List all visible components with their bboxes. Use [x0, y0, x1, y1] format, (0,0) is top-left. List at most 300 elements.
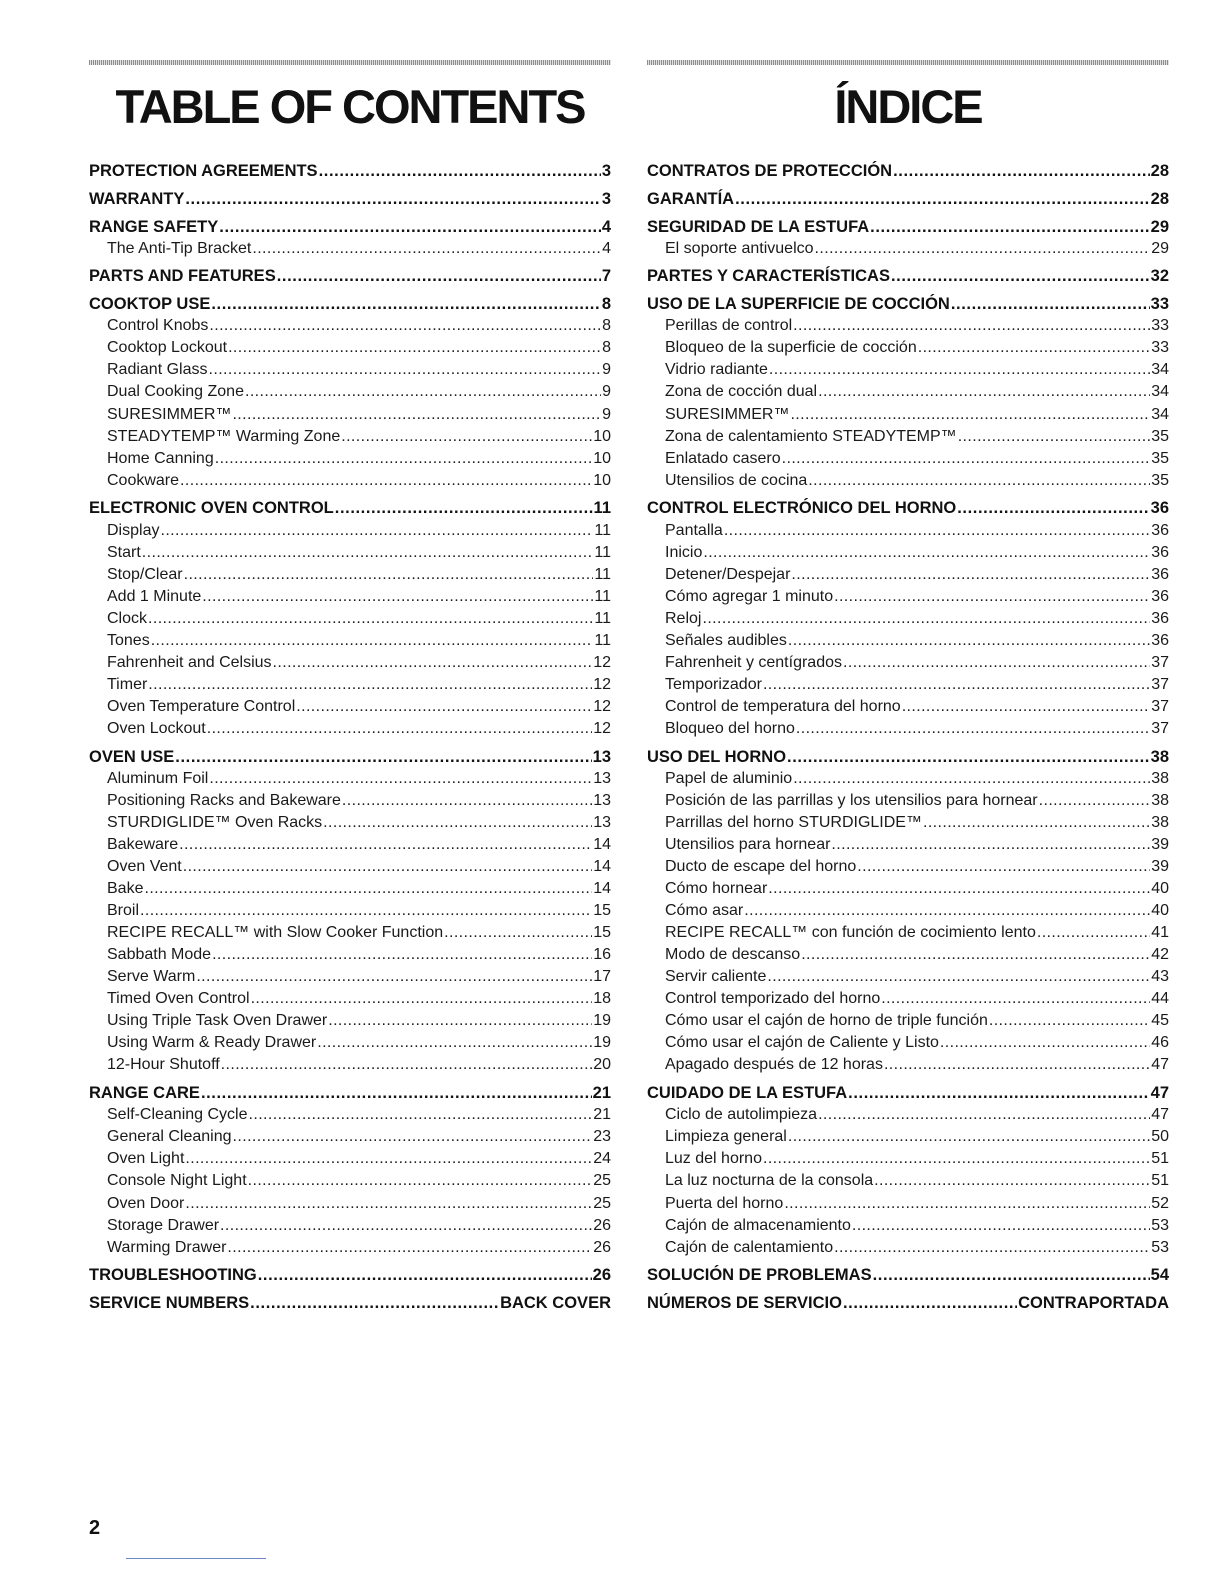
toc-subentry	[89, 790, 611, 812]
dot-leader	[857, 856, 1150, 878]
entry-page-number: 40	[1151, 902, 1169, 920]
entry-page-number: 9	[602, 383, 611, 401]
entry-label: Warming Drawer	[107, 1238, 227, 1256]
dot-leader	[444, 922, 592, 944]
entry-page-number: 21	[593, 1106, 611, 1124]
entry-page-number: 10	[593, 449, 611, 467]
entry-page-number: 13	[593, 813, 611, 831]
toc-section-entry	[647, 1082, 1169, 1104]
entry-label: SEGURIDAD DE LA ESTUFA	[647, 217, 870, 236]
entry-label: Modo de descanso	[665, 946, 801, 964]
dot-leader	[769, 359, 1150, 381]
entry-page-number: 41	[1151, 924, 1169, 942]
toc-subentry	[647, 1237, 1169, 1259]
entry-label: Cómo usar el cajón de Caliente y Listo	[665, 1034, 939, 1052]
toc-subentry	[89, 238, 611, 260]
entry-label: Timed Oven Control	[107, 990, 250, 1008]
entry-label: Posición de las parrillas y los utensilios para hornear	[665, 791, 1038, 809]
entry-page-number: 10	[593, 427, 611, 445]
entry-label: USO DEL HORNO	[647, 747, 787, 766]
entry-page-number: 53	[1151, 1238, 1169, 1256]
entry-page-number: 36	[1151, 587, 1169, 605]
entry-label: Sabbath Mode	[107, 946, 212, 964]
dot-leader	[808, 470, 1150, 492]
toc-subentry	[89, 696, 611, 718]
entry-label: Cooktop Lockout	[107, 339, 228, 357]
dot-leader	[160, 520, 593, 542]
dot-leader	[788, 630, 1150, 652]
entry-label: RECIPE RECALL™ con función de cocimiento lento	[665, 924, 1036, 942]
entry-label: TROUBLESHOOTING	[89, 1266, 257, 1285]
dot-leader	[142, 542, 594, 564]
toc-subentry	[647, 426, 1169, 448]
toc-subentry	[89, 922, 611, 944]
toc-subentry	[647, 586, 1169, 608]
toc-section-entry	[647, 293, 1169, 315]
entry-page-number: 37	[1151, 697, 1169, 715]
dot-leader	[768, 878, 1150, 900]
dot-leader	[209, 768, 592, 790]
entry-page-number: 14	[593, 880, 611, 898]
dot-leader	[763, 674, 1150, 696]
entry-page-number: 20	[593, 1056, 611, 1074]
entry-page-number: 39	[1151, 835, 1169, 853]
dot-leader	[227, 1237, 592, 1259]
toc-subentry	[89, 542, 611, 564]
dot-leader	[207, 718, 592, 740]
entry-page-number: 42	[1151, 946, 1169, 964]
toc-section-entry	[89, 746, 611, 768]
entry-page-number: 35	[1151, 427, 1169, 445]
dot-leader	[228, 337, 601, 359]
toc-section-entry	[89, 1264, 611, 1286]
entry-label: Cómo asar	[665, 902, 744, 920]
entry-page-number: BACK COVER	[500, 1294, 611, 1313]
dot-leader	[873, 1264, 1150, 1286]
entry-label: Self-Cleaning Cycle	[107, 1106, 248, 1124]
toc-subentry	[647, 1170, 1169, 1192]
dot-leader	[296, 696, 592, 718]
entry-label: Puerta del horno	[665, 1194, 784, 1212]
toc-subentry	[89, 359, 611, 381]
dot-leader	[793, 315, 1150, 337]
entry-page-number: 21	[592, 1084, 611, 1103]
toc-section-entry	[647, 1292, 1169, 1314]
dot-leader	[185, 1193, 592, 1215]
toc-subentry	[647, 834, 1169, 856]
dot-leader	[233, 1126, 593, 1148]
toc-subentry	[89, 404, 611, 426]
entry-page-number: 11	[594, 565, 611, 583]
entry-label: Señales audibles	[665, 631, 787, 649]
toc-subentry	[647, 1054, 1169, 1076]
toc-subentry	[89, 1148, 611, 1170]
dot-leader	[184, 564, 594, 586]
toc-subentry	[89, 470, 611, 492]
entry-label: OVEN USE	[89, 747, 175, 766]
entry-label: SURESIMMER™	[107, 405, 232, 423]
entry-page-number: 28	[1150, 162, 1169, 180]
entry-label: Zona de calentamiento STEADYTEMP™	[665, 427, 957, 445]
toc-subentry	[89, 337, 611, 359]
dot-leader	[893, 160, 1150, 182]
entry-label: Zona de cocción dual	[665, 383, 818, 401]
toc-subentry	[647, 812, 1169, 834]
entry-page-number: 11	[594, 609, 611, 627]
dot-leader	[923, 812, 1150, 834]
entry-page-number: 16	[593, 946, 611, 964]
entry-page-number: 8	[601, 295, 611, 314]
entry-page-number: 25	[593, 1172, 611, 1190]
entry-page-number: 37	[1151, 719, 1169, 737]
dot-leader	[870, 216, 1149, 238]
entry-label: Control temporizado del horno	[665, 990, 881, 1008]
toc-column-english	[89, 60, 611, 1313]
toc-subentry	[647, 542, 1169, 564]
entry-page-number: 12	[593, 653, 611, 671]
dot-leader	[140, 900, 592, 922]
dot-leader	[335, 497, 593, 519]
entry-label: Oven Temperature Control	[107, 697, 296, 715]
dot-leader	[782, 448, 1151, 470]
entry-page-number: 39	[1151, 858, 1169, 875]
entry-page-number: 11	[594, 521, 611, 539]
entry-page-number: 26	[593, 1216, 611, 1234]
entry-label: Papel de aluminio	[665, 769, 793, 787]
entry-page-number: 33	[1150, 295, 1169, 314]
entry-label: SURESIMMER™	[665, 405, 790, 423]
entry-page-number: 33	[1151, 339, 1169, 357]
entry-page-number: 11	[594, 631, 611, 649]
entry-page-number: 15	[593, 924, 611, 942]
toc-subentry	[89, 448, 611, 470]
entry-label: Temporizador	[665, 675, 762, 693]
entry-label: Bloqueo de la superficie de cocción	[665, 339, 917, 357]
entry-label: Home Canning	[107, 449, 214, 467]
entry-page-number: 24	[593, 1150, 611, 1168]
entry-page-number: 25	[593, 1194, 611, 1212]
entry-label: Display	[107, 521, 160, 539]
dot-leader	[874, 1170, 1150, 1192]
toc-section-entry	[89, 216, 611, 238]
entry-page-number: 38	[1151, 813, 1169, 831]
entry-page-number: 4	[602, 239, 611, 257]
toc-subentry	[647, 1215, 1169, 1237]
entry-page-number: 46	[1151, 1034, 1169, 1052]
indice-title: ÍNDICE	[834, 80, 982, 133]
dot-leader	[148, 608, 593, 630]
entry-label: Using Triple Task Oven Drawer	[107, 1012, 328, 1030]
dot-leader	[179, 834, 592, 856]
entry-page-number: 50	[1151, 1128, 1169, 1146]
toc-section-entry	[89, 188, 611, 210]
dot-leader	[232, 404, 601, 426]
toc-subentry	[89, 900, 611, 922]
entry-page-number: 40	[1151, 880, 1169, 898]
toc-subentry	[647, 564, 1169, 586]
toc-subentry	[89, 768, 611, 790]
top-rule	[647, 60, 1169, 65]
entry-label: Fahrenheit y centígrados	[665, 653, 842, 671]
entry-label: Dual Cooking Zone	[107, 383, 244, 401]
entry-label: NÚMEROS DE SERVICIO	[647, 1294, 842, 1313]
dot-leader	[319, 160, 601, 182]
entry-label: Radiant Glass	[107, 361, 208, 379]
dot-leader	[219, 216, 601, 238]
dot-leader	[958, 426, 1151, 448]
toc-subentry	[89, 564, 611, 586]
dot-leader	[902, 696, 1151, 718]
entry-label: Stop/Clear	[107, 565, 183, 583]
toc-subentry	[647, 696, 1169, 718]
entry-label: Positioning Racks and Bakeware	[107, 791, 341, 809]
entry-page-number: 53	[1151, 1216, 1169, 1234]
entry-label: USO DE LA SUPERFICIE DE COCCIÓN	[647, 295, 950, 314]
toc-subentry	[89, 1170, 611, 1192]
toc-subentry	[89, 652, 611, 674]
entry-page-number: 33	[1151, 317, 1169, 335]
entry-label: Perillas de control	[665, 317, 793, 335]
dot-leader	[843, 652, 1150, 674]
dot-leader	[787, 746, 1150, 768]
dot-leader	[818, 381, 1150, 403]
entry-label: Cookware	[107, 471, 180, 489]
dot-leader	[790, 404, 1150, 426]
toc-subentry	[647, 1193, 1169, 1215]
dot-leader	[843, 1292, 1017, 1314]
dot-leader	[891, 265, 1150, 287]
toc-subentry	[647, 359, 1169, 381]
dot-leader	[818, 1104, 1150, 1126]
toc-subentry	[647, 878, 1169, 900]
entry-label: Inicio	[665, 543, 703, 561]
toc-subentry	[89, 520, 611, 542]
entry-label: Utensilios para hornear	[665, 835, 831, 853]
entry-label: Oven Light	[107, 1150, 185, 1168]
toc-section-entry	[647, 1264, 1169, 1286]
dot-leader	[342, 790, 592, 812]
dot-leader	[277, 265, 601, 287]
entry-label: Parrillas del horno STURDIGLIDE™	[665, 813, 922, 831]
dot-leader	[144, 878, 592, 900]
dot-leader	[724, 520, 1150, 542]
entry-page-number: 11	[594, 587, 611, 605]
entry-label: Oven Lockout	[107, 719, 206, 737]
toc-subentry	[647, 790, 1169, 812]
toc-subentry	[89, 1010, 611, 1032]
toc-subentry	[647, 630, 1169, 652]
entry-label: El soporte antivuelco	[665, 239, 814, 257]
toc-subentry	[89, 1104, 611, 1126]
toc-subentry	[647, 988, 1169, 1010]
entry-label: CUIDADO DE LA ESTUFA	[647, 1084, 848, 1103]
entry-label: Cajón de calentamiento	[665, 1238, 834, 1256]
toc-section-entry	[647, 497, 1169, 519]
toc-subentry	[647, 608, 1169, 630]
dot-leader	[196, 966, 592, 988]
entry-page-number: 29	[1151, 239, 1169, 257]
toc-subentry	[89, 718, 611, 740]
dot-leader	[1039, 790, 1151, 812]
dot-leader	[209, 359, 602, 381]
entry-label: Clock	[107, 609, 148, 627]
toc-subentry	[89, 674, 611, 696]
entry-label: Using Warm & Ready Drawer	[107, 1034, 317, 1052]
toc-section-entry	[647, 216, 1169, 238]
entry-page-number: 14	[593, 835, 611, 853]
dot-leader	[175, 746, 591, 768]
entry-page-number: 36	[1151, 609, 1169, 627]
entry-label: GARANTÍA	[647, 189, 735, 208]
entry-page-number: 7	[601, 267, 611, 286]
dot-leader	[848, 1082, 1149, 1104]
dot-leader	[801, 944, 1150, 966]
dot-leader	[323, 812, 592, 834]
dot-leader	[918, 337, 1150, 359]
toc-section-entry	[647, 160, 1169, 182]
entry-label: Console Night Light	[107, 1172, 247, 1190]
entry-label: Cómo agregar 1 minuto	[665, 587, 834, 605]
dot-leader	[201, 1082, 592, 1104]
toc-subentry	[89, 834, 611, 856]
toc-subentry	[89, 944, 611, 966]
entry-label: STURDIGLIDE™ Oven Racks	[107, 813, 323, 831]
dot-leader	[852, 1215, 1150, 1237]
entry-label: Ciclo de autolimpieza	[665, 1106, 818, 1124]
toc-subentry	[647, 1032, 1169, 1054]
entry-label: Cómo usar el cajón de horno de triple función	[665, 1012, 988, 1030]
toc-subentry	[89, 966, 611, 988]
dot-leader	[185, 1148, 592, 1170]
entry-page-number: 36	[1151, 543, 1169, 561]
dot-leader	[211, 293, 600, 315]
entry-page-number: 38	[1151, 769, 1169, 787]
toc-subentry	[89, 1054, 611, 1076]
entry-page-number: 47	[1151, 1056, 1169, 1074]
dot-leader	[221, 1054, 593, 1076]
entry-label: Control de temperatura del horno	[665, 697, 901, 715]
dot-leader	[215, 448, 592, 470]
entry-label: Start	[107, 543, 141, 561]
toc-subentry	[89, 1215, 611, 1237]
entry-page-number: 54	[1150, 1266, 1169, 1285]
toc-subentry	[647, 966, 1169, 988]
entry-page-number: 37	[1151, 675, 1169, 693]
dot-leader	[831, 834, 1150, 856]
entry-label: General Cleaning	[107, 1128, 232, 1146]
dot-leader	[989, 1010, 1150, 1032]
dot-leader	[185, 188, 600, 210]
entry-page-number: 13	[592, 747, 611, 766]
dot-leader	[788, 1126, 1150, 1148]
toc-subentry	[647, 856, 1169, 878]
toc-subentry	[647, 768, 1169, 790]
entry-page-number: 15	[593, 902, 611, 920]
toc-subentry	[647, 922, 1169, 944]
dot-leader	[249, 1104, 593, 1126]
entry-label: Cómo hornear	[665, 880, 768, 898]
entry-page-number: 34	[1151, 383, 1169, 401]
toc-subentry	[647, 1126, 1169, 1148]
entry-label: CONTRATOS DE PROTECCIÓN	[647, 162, 893, 180]
toc-subentry	[647, 900, 1169, 922]
entry-label: RECIPE RECALL™ with Slow Cooker Function	[107, 924, 444, 942]
dot-leader	[702, 608, 1150, 630]
entry-label: Vidrio radiante	[665, 361, 768, 379]
entry-page-number: 13	[593, 791, 611, 809]
entry-page-number: 34	[1151, 405, 1169, 423]
toc-subentry	[647, 718, 1169, 740]
toc-subentry	[647, 315, 1169, 337]
dot-leader	[252, 238, 601, 260]
dot-leader	[273, 652, 593, 674]
toc-subentry	[647, 404, 1169, 426]
toc-title: TABLE OF CONTENTS	[115, 80, 585, 133]
entry-page-number: 52	[1151, 1194, 1169, 1212]
toc-subentry	[89, 988, 611, 1010]
toc-subentry	[647, 1148, 1169, 1170]
dot-leader	[220, 1215, 592, 1237]
dot-leader	[767, 966, 1150, 988]
dot-leader	[793, 768, 1150, 790]
dot-leader	[763, 1148, 1150, 1170]
entry-page-number: 12	[593, 675, 611, 693]
entry-page-number: 23	[593, 1128, 611, 1146]
toc-subentry	[647, 652, 1169, 674]
entry-label: PROTECTION AGREEMENTS	[89, 162, 318, 180]
toc-section-entry	[89, 293, 611, 315]
dot-leader	[881, 988, 1150, 1010]
entry-page-number: 36	[1151, 631, 1169, 649]
entry-label: Luz del horno	[665, 1150, 762, 1168]
entry-label: Bake	[107, 880, 144, 898]
dot-leader	[744, 900, 1150, 922]
toc-section-entry	[89, 160, 611, 182]
dot-leader	[250, 1292, 499, 1314]
dot-leader	[735, 188, 1150, 210]
toc-subentry	[89, 426, 611, 448]
entry-label: The Anti-Tip Bracket	[107, 239, 252, 257]
entry-label: Add 1 Minute	[107, 587, 202, 605]
entry-label: Servir caliente	[665, 968, 767, 986]
dot-leader	[341, 426, 592, 448]
entry-page-number: 4	[601, 217, 611, 236]
entry-page-number: 28	[1150, 189, 1169, 208]
entry-label: Enlatado casero	[665, 449, 781, 467]
entry-page-number: 3	[601, 189, 611, 208]
entry-page-number: 47	[1151, 1106, 1169, 1124]
entry-label: 12-Hour Shutoff	[107, 1056, 220, 1074]
dot-leader	[180, 470, 592, 492]
entry-label: ELECTRONIC OVEN CONTROL	[89, 499, 334, 518]
toc-subentry	[89, 586, 611, 608]
toc-subentry	[647, 674, 1169, 696]
entry-page-number: 36	[1151, 565, 1169, 583]
dot-leader	[784, 1193, 1150, 1215]
entry-page-number: 18	[593, 990, 611, 1008]
entry-page-number: 35	[1151, 449, 1169, 467]
dot-leader	[884, 1054, 1150, 1076]
entry-page-number: 32	[1150, 267, 1169, 286]
entry-page-number: 51	[1151, 1150, 1169, 1168]
entry-page-number: 10	[593, 471, 611, 489]
entry-page-number: 12	[593, 697, 611, 715]
toc-subentry	[89, 1237, 611, 1259]
toc-subentry	[89, 856, 611, 878]
dot-leader	[245, 381, 601, 403]
entry-label: Bakeware	[107, 835, 179, 853]
toc-subentry	[647, 1010, 1169, 1032]
